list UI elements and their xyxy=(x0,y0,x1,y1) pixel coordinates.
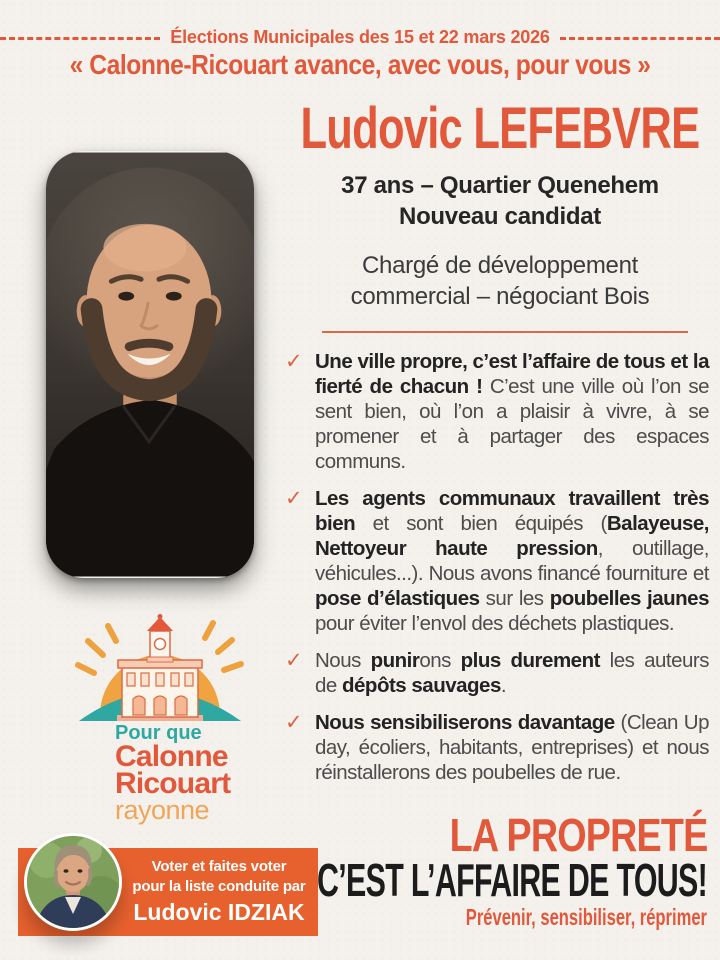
check-icon: ✓ xyxy=(285,350,303,373)
candidate-profession xyxy=(290,250,710,312)
bullet-item xyxy=(285,648,709,698)
logo-line-calonne: Calonne xyxy=(115,740,228,773)
bullet-text: Nous sensibiliserons davantage (Clean Up day, écoliers, habitants, entreprises) et nous réinstallerons des poubelles de rue. xyxy=(315,711,709,784)
vote-banner-line1: Voter et faites voter xyxy=(151,858,287,875)
candidate-status: Nouveau candidat xyxy=(399,203,601,230)
dash-line-right xyxy=(560,37,720,40)
dash-line-left xyxy=(0,37,160,40)
candidate-name: Ludovic LEFEBVRE xyxy=(300,96,700,161)
campaign-logo xyxy=(58,613,262,824)
logo-line-pour-que: Pour que xyxy=(115,722,202,744)
candidate-photo xyxy=(46,151,254,578)
bullet-text: Les agents communaux travaillent très bien et sont bien équipés (Balayeuse, Nettoyeur haute pression, outillage, véhicules...). Nous avons financé fourniture et pose d’élastiques sur les poubelles jaunes pour éviter l’envol des déchets plastiques. xyxy=(315,487,709,635)
check-icon: ✓ xyxy=(285,487,303,510)
candidate-details xyxy=(290,170,710,232)
logo-wordmark xyxy=(58,723,262,824)
cleanliness-subline: Prévenir, sensibiliser, réprimer xyxy=(465,904,707,930)
bullet-item xyxy=(285,349,709,474)
logo-line-rayonne: rayonne xyxy=(115,795,210,825)
check-icon: ✓ xyxy=(285,649,303,672)
list-leader-name: Ludovic IDZIAK xyxy=(133,899,305,925)
bullet-item xyxy=(285,486,709,636)
candidate-profession-line2: commercial – négociant Bois xyxy=(350,283,650,310)
election-banner xyxy=(0,27,720,48)
cleanliness-headline-2: C’EST L’AFFAIRE DE TOUS! xyxy=(316,854,707,906)
campaign-slogan: « Calonne-Ricouart avance, avec vous, pour vous » xyxy=(69,49,651,80)
vote-banner-line2: pour la liste conduite par xyxy=(132,878,306,895)
candidate-profession-line1: Chargé de développement xyxy=(362,252,638,279)
candidate-age-district: 37 ans – Quartier Quenehem xyxy=(341,172,659,199)
logo-line-ricouart: Ricouart xyxy=(115,767,231,800)
candidate-name-wrap xyxy=(220,96,720,161)
bullet-list xyxy=(285,349,709,785)
bullet-text: Une ville propre, c’est l’affaire de tous et la fierté de chacun ! C’est une ville où l’on se sent bien, où l’on a plaisir à vivre, à se promener et à partager des espaces communs. xyxy=(315,350,709,473)
section-divider xyxy=(322,331,688,333)
bullet-item xyxy=(285,710,709,785)
town-hall-illustration xyxy=(75,613,245,725)
bullet-text: Nous punirons plus durement les auteurs de dépôts sauvages. xyxy=(315,649,709,697)
campaign-slogan-wrap xyxy=(0,49,720,81)
vote-banner-text xyxy=(126,857,312,927)
idziak-photo xyxy=(24,833,122,931)
candidate-portrait-illustration xyxy=(46,151,254,578)
check-icon: ✓ xyxy=(285,711,303,734)
election-date-text: Élections Municipales des 15 et 22 mars 2026 xyxy=(170,27,550,47)
idziak-portrait-illustration xyxy=(27,836,119,928)
cleanliness-headline-1: LA PROPRETÉ xyxy=(449,809,707,861)
